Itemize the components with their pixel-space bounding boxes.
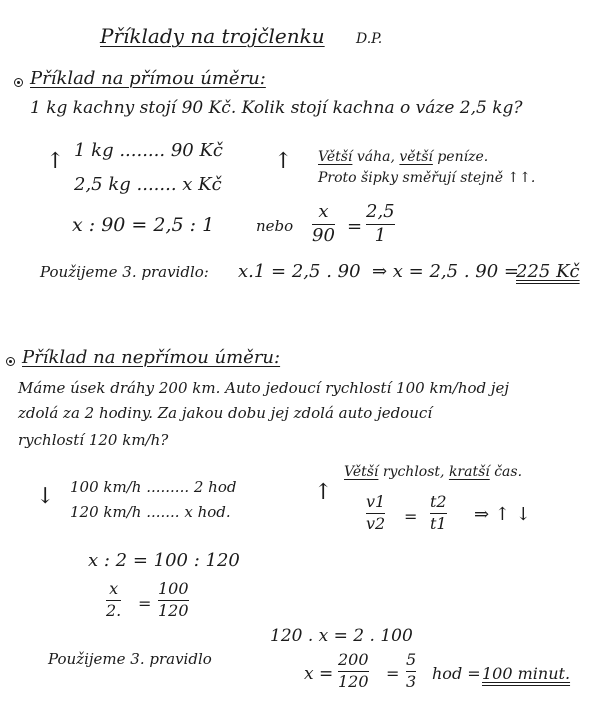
ex1-implication: ⇒ x = 2,5 . 90 = bbox=[372, 261, 519, 282]
ex2-v1: v1 bbox=[366, 492, 386, 511]
ex2-fraction-f bbox=[406, 652, 416, 691]
page-title: Příklady na trojčlenku bbox=[100, 24, 325, 48]
ex1-fraction-b bbox=[366, 203, 395, 246]
ex2-fraction-c bbox=[106, 581, 121, 620]
ex2-problem-line-2: zdolá za 2 hodiny. Za jakou dobu jej zdolá auto jedoucí bbox=[18, 404, 433, 422]
ex2-down-arrow: ↓ bbox=[36, 484, 55, 509]
ex2-fraction-t bbox=[430, 494, 447, 533]
ex1-proportion: x : 90 = 2,5 : 1 bbox=[72, 214, 215, 236]
ex2-v2: v2 bbox=[366, 513, 386, 533]
ex1-fraction-a-den: 90 bbox=[312, 224, 335, 246]
ex2-note-arrows: ⇒ ↑ ↓ bbox=[474, 504, 531, 525]
ex2-fraction-v bbox=[366, 494, 385, 533]
ex1-problem: 1 kg kachny stojí 90 Kč. Kolik stojí kachna o váze 2,5 kg? bbox=[30, 98, 523, 118]
ex1-nebo: nebo bbox=[256, 217, 294, 235]
ex1-fraction-a-num: x bbox=[318, 201, 329, 222]
ex1-row-1: 1 kg ........ 90 Kč bbox=[74, 140, 223, 161]
ex2-fraction-equals: = bbox=[138, 594, 152, 613]
ex2-fraction-e bbox=[338, 652, 369, 691]
bullet-icon bbox=[14, 78, 23, 87]
ex2-x-equals: x = bbox=[304, 664, 334, 684]
ex2-fraction-e-equals: = bbox=[386, 664, 400, 683]
ex2-rule-equation: 120 . x = 2 . 100 bbox=[270, 626, 413, 646]
ex1-rule-equation: x.1 = 2,5 . 90 bbox=[238, 261, 361, 282]
ex2-up-arrow: ↑ bbox=[314, 480, 333, 505]
ex1-up-arrow-left: ↑ bbox=[46, 149, 65, 174]
ex2-note-word-3: kratší bbox=[448, 464, 490, 480]
ex2-fraction-d-den: 120 bbox=[158, 600, 189, 620]
ex2-note-equals: = bbox=[404, 507, 418, 526]
ex2-note bbox=[344, 465, 522, 479]
ex1-fraction-b-num: 2,5 bbox=[366, 201, 395, 222]
ex1-fraction-b-den: 1 bbox=[374, 224, 387, 246]
ex1-heading: Příklad na přímou úměru: bbox=[30, 68, 266, 89]
ex2-unit: hod = bbox=[432, 664, 481, 683]
ex1-note-word-4: peníze. bbox=[432, 149, 489, 165]
ex2-fraction-e-num: 200 bbox=[338, 650, 369, 669]
ex2-fraction-f-num: 5 bbox=[406, 650, 417, 669]
ex1-equals: = bbox=[347, 216, 363, 237]
ex1-note-line-2: Proto šipky směřují stejně ↑↑. bbox=[318, 170, 536, 186]
bullet-icon bbox=[6, 357, 15, 366]
ex2-problem-line-1: Máme úsek dráhy 200 km. Auto jedoucí rychlostí 100 km/hod jej bbox=[18, 379, 510, 397]
ex2-t2: t2 bbox=[430, 492, 447, 511]
ex2-t1: t1 bbox=[430, 513, 447, 533]
ex2-fraction-c-num: x bbox=[109, 579, 119, 598]
ex2-rule-label: Použijeme 3. pravidlo bbox=[48, 650, 212, 668]
ex1-note-word-3: větší bbox=[399, 149, 433, 165]
ex1-row-2: 2,5 kg ....... x Kč bbox=[74, 174, 222, 195]
ex2-row-2: 120 km/h ....... x hod. bbox=[70, 503, 231, 521]
ex2-fraction-d-num: 100 bbox=[158, 579, 189, 598]
ex2-proportion: x : 2 = 100 : 120 bbox=[88, 550, 240, 571]
ex2-fraction-f-den: 3 bbox=[406, 671, 417, 691]
ex1-note-word-1: Větší bbox=[318, 149, 353, 165]
ex2-fraction-c-den: 2. bbox=[106, 600, 122, 620]
ex1-note-line-1 bbox=[318, 150, 488, 164]
ex2-result: 100 minut. bbox=[482, 664, 571, 683]
ex2-note-word-2: rychlost, bbox=[378, 464, 449, 480]
author-initials: D.P. bbox=[356, 31, 383, 47]
ex2-fraction-e-den: 120 bbox=[338, 671, 369, 691]
ex2-fraction-d bbox=[158, 581, 189, 620]
ex2-row-1: 100 km/h ......... 2 hod bbox=[70, 478, 237, 496]
ex1-rule-label: Použijeme 3. pravidlo: bbox=[40, 263, 209, 281]
ex1-result: 225 Kč bbox=[516, 261, 580, 282]
ex1-note-word-2: váha, bbox=[352, 149, 400, 165]
ex2-heading: Příklad na nepřímou úměru: bbox=[22, 347, 281, 368]
ex2-note-word-1: Větší bbox=[344, 464, 379, 480]
ex1-fraction-a bbox=[312, 203, 335, 246]
ex1-up-arrow-right: ↑ bbox=[274, 149, 293, 174]
ex2-problem-line-3: rychlostí 120 km/h? bbox=[18, 431, 169, 449]
ex2-note-word-4: čas. bbox=[489, 464, 523, 480]
